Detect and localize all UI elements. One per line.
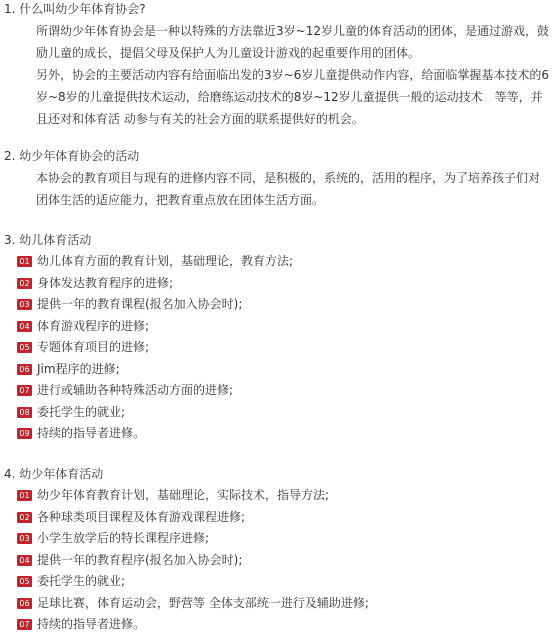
list-item — [0, 359, 555, 381]
list-item-text: 小学生放学后的特长课程序进修; — [37, 531, 210, 545]
list-item-text: 身体发达教育程序的进修; — [37, 275, 174, 290]
number-badge: 09 — [17, 428, 32, 439]
section-heading: 2. 幼少年体育协会的活动 — [4, 149, 140, 163]
number-badge: 07 — [17, 619, 32, 630]
list-item — [0, 423, 555, 445]
number-badge: 04 — [17, 321, 32, 332]
list-item — [0, 614, 555, 636]
section-heading: 4. 幼少年体育活动 — [4, 467, 104, 481]
paragraph: 另外，协会的主要活动内容有给面临出发的3岁~6岁儿童提供动作内容，给面临掌握基本技术的6岁~8岁的儿童提供技术运动，给磨练运动技术的8岁~12岁儿童提供一般的运动技术 等等，并且还对和体育活 动参与有关的社会方面的联系提供好的机会。 — [36, 68, 549, 126]
list-item — [0, 273, 555, 295]
number-badge: 06 — [17, 598, 32, 609]
list-item — [0, 485, 555, 507]
section-heading: 3. 幼儿体育活动 — [4, 233, 92, 247]
list-item-text: 体育游戏程序的进修; — [37, 318, 150, 333]
list-item-text: 足球比赛，体育运动会，野营等 全体支部统一进行及辅助进修; — [37, 595, 369, 610]
number-badge: 01 — [17, 256, 32, 267]
number-badge: 03 — [17, 533, 32, 544]
list-item — [0, 337, 555, 359]
list-item-text: 幼少年体育教育计划，基础理论，实际技术，指导方法; — [37, 488, 330, 502]
section-4 — [0, 465, 555, 636]
numbered-list — [0, 251, 555, 445]
number-badge: 05 — [17, 576, 32, 587]
list-item-text: 委托学生的就业; — [37, 404, 126, 419]
number-badge: 06 — [17, 364, 32, 375]
list-item — [0, 528, 555, 550]
list-item — [0, 593, 555, 615]
list-item — [0, 402, 555, 424]
section-1 — [0, 0, 555, 130]
list-item-text: 提供一年的教育课程(报名加入协会时); — [37, 297, 243, 311]
list-item-text: Jim程序的进修; — [37, 361, 120, 376]
list-item-text: 各种球类项目课程及体育游戏课程进修; — [37, 509, 246, 524]
number-badge: 08 — [17, 407, 32, 418]
section-3 — [0, 231, 555, 445]
number-badge: 03 — [17, 299, 32, 310]
list-item-text: 幼儿体育方面的教育计划，基础理论，教育方法; — [37, 254, 294, 268]
list-item — [0, 294, 555, 316]
number-badge: 02 — [17, 512, 32, 523]
list-item — [0, 380, 555, 402]
paragraph: 本协会的教育项目与现有的进修内容不同，是积极的，系统的，活用的程序，为了培养孩子们对团体生活的适应能力，把教育重点放在团体生活方面。 — [36, 171, 541, 207]
list-item — [0, 571, 555, 593]
list-item-text: 委托学生的就业; — [37, 574, 126, 588]
numbered-list — [0, 485, 555, 636]
paragraph: 所谓幼少年体育协会是一种以特殊的方法靠近3岁~12岁儿童的体育活动的团体，是通过游戏，鼓励儿童的成长，提倡父母及保护人为儿童设计游戏的起重要作用的团体。 — [36, 24, 549, 60]
list-item — [0, 550, 555, 572]
list-item-text: 提供一年的教育程序(报名加入协会时); — [37, 552, 243, 567]
section-2 — [0, 147, 555, 211]
number-badge: 07 — [17, 385, 32, 396]
list-item-text: 进行或辅助各种特殊活动方面的进修; — [37, 383, 234, 397]
list-item — [0, 251, 555, 273]
section-heading: 1. 什么叫幼少年体育协会? — [4, 2, 146, 16]
number-badge: 01 — [17, 490, 32, 501]
list-item — [0, 507, 555, 529]
number-badge: 04 — [17, 555, 32, 566]
number-badge: 05 — [17, 342, 32, 353]
list-item-text: 持续的指导者进修。 — [37, 426, 146, 440]
list-item-text: 持续的指导者进修。 — [37, 617, 146, 631]
number-badge: 02 — [17, 278, 32, 289]
list-item-text: 专题体育项目的进修; — [37, 340, 150, 354]
list-item — [0, 316, 555, 338]
